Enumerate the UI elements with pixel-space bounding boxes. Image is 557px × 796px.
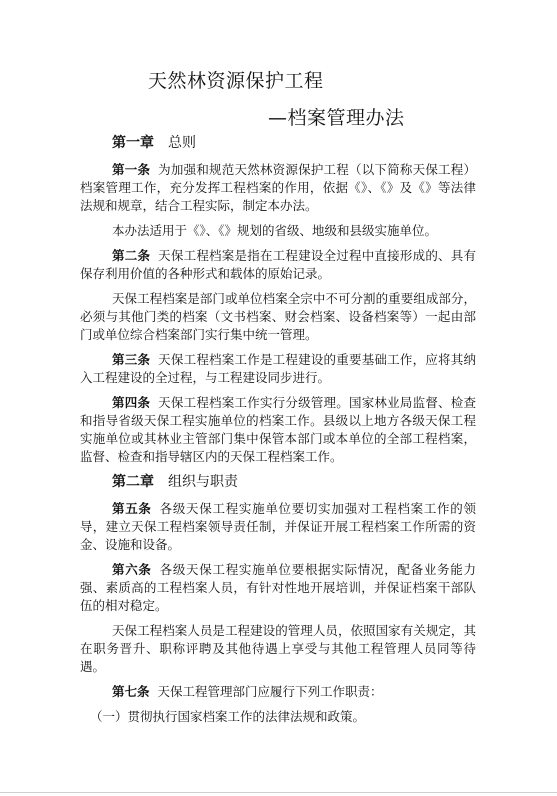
chapter-title: 组织与职责	[168, 474, 238, 490]
paragraph-text: 天保工程档案工作是工程建设的重要基础工作，应将其纳入工程建设的全过程，与工程建设同步进行。	[80, 352, 476, 385]
chapter-title: 总则	[168, 135, 196, 151]
document-title: 天然林资源保护工程	[148, 70, 324, 92]
paragraph-text: 各级天保工程实施单位要根据实际情况，配备业务能力强、素质高的工程档案人员，有针对性地开展培训，并保证档案干部队伍的相对稳定。	[80, 562, 476, 613]
paragraph-text: 本办法适用于《》、《》规划的省级、地级和县级实施单位。	[112, 223, 438, 238]
document-body	[80, 134, 476, 733]
paragraph-text: 天保工程档案是部门或单位档案全宗中不可分割的重要组成部分，必须与其他门类的档案（文书档案、财会档案、设备档案等）一起由部门或单位综合档案部门实行集中统一管理。	[80, 291, 476, 342]
article-number: 第五条	[112, 501, 152, 516]
article-number: 第六条	[112, 562, 152, 577]
chapter-number: 第一章	[112, 135, 154, 151]
paragraph	[80, 351, 476, 387]
article-number: 第四条	[112, 395, 151, 410]
chapter-heading	[80, 134, 476, 152]
paragraph-text: 天保工程档案人员是工程建设的管理人员，依照国家有关规定，其在职务晋升、职称评聘及其他待遇上享受与其他工程管理人员同等待遇。	[80, 623, 476, 674]
list-item-text: （一）贯彻执行国家档案工作的法律法规和政策。	[90, 709, 366, 724]
paragraph	[80, 561, 476, 615]
article-number: 第三条	[112, 352, 151, 367]
article-number: 第一条	[112, 162, 151, 177]
paragraph-text: 各级天保工程实施单位要切实加强对工程档案工作的领导，建立天保工程档案领导责任制，并保证开展工程档案工作所需的资金、设施和设备。	[80, 501, 476, 552]
paragraph	[80, 247, 476, 283]
paragraph-text: 为加强和规范天然林资源保护工程（以下简称天保工程）档案管理工作，充分发挥工程档案的作用，依据《》、《》及《》等法律法规和规章，结合工程实际，制定本办法。	[80, 162, 476, 213]
list-item	[80, 708, 476, 726]
paragraph	[80, 290, 476, 344]
paragraph-text: 天保工程档案是指在工程建设全过程中直接形成的、具有保存利用价值的各种形式和载体的原始记录。	[80, 248, 476, 281]
paragraph	[80, 222, 476, 240]
paragraph	[80, 683, 476, 701]
paragraph-text: 天保工程档案工作实行分级管理。国家林业局监督、检查和指导省级天保工程实施单位的档案工作。县级以上地方各级天保工程实施单位或其林业主管部门集中保管本部门或本单位的全部工程档案，监督、检查和指导辖区内的天保工程档案工作。	[80, 395, 476, 464]
paragraph	[80, 622, 476, 676]
chapter-number: 第二章	[112, 474, 154, 490]
chapter-heading	[80, 473, 476, 491]
page-bottom-divider	[0, 792, 557, 793]
article-number: 第七条	[112, 684, 150, 699]
paragraph-text: 天保工程管理部门应履行下列工作职责：	[157, 684, 383, 699]
document-subtitle: —档案管理办法	[268, 107, 405, 129]
paragraph	[80, 161, 476, 215]
paragraph	[80, 500, 476, 554]
paragraph	[80, 394, 476, 466]
article-number: 第二条	[112, 248, 151, 263]
